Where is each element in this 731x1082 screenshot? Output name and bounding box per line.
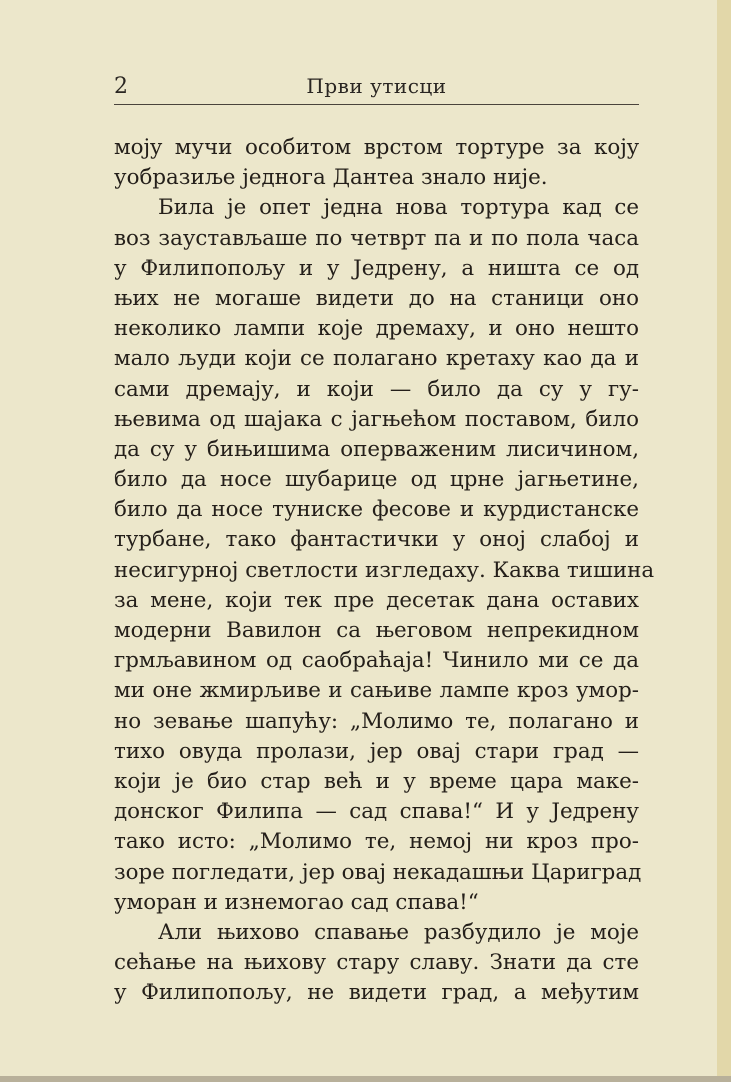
text-line: сећање на њихову стару славу. Знати да сте [114, 950, 639, 976]
text-line: мојy мучи особитом врстом тортуре за којy [114, 135, 639, 160]
text-line: сами дремају, и који — било да су у гу- [114, 376, 639, 402]
text-line: турбане, тако фантастички у оној слабој и [114, 527, 639, 553]
text-line: но зевање шапућу: „Молимо те, полагано и [114, 708, 639, 734]
text-line: њевима од шајака с јагњећом поставом, било [114, 406, 639, 432]
text-line: Била је опет једна нова тортура кад се [158, 195, 639, 221]
text-line: грмљавином од саобраћаја! Чинило ми се да [114, 648, 639, 674]
header-rule [114, 104, 639, 105]
text-line: неколико лампи које дремаху, и оно нешто [114, 316, 639, 342]
text-line: мало људи који се полагано кретаху као да и [114, 346, 639, 372]
text-line: да су у бињишима оперваженим лисичином, [114, 436, 639, 462]
page-number: 2 [114, 74, 128, 99]
text-line: донског Филипа — сад спава!“ И у Једрену [114, 799, 639, 825]
text-line: уобразиље једнога Дантеа знало није. [114, 165, 548, 191]
running-head [114, 72, 639, 102]
text-line: тако исто: „Молимо те, немој ни кроз про- [114, 829, 639, 855]
text-line: било да носе шубарице од црне јагњетине, [114, 467, 639, 493]
text-line: који је био стар већ и у време цара маке- [114, 768, 639, 794]
text-line: тихо овуда пролази, јер овај стари град — [114, 738, 639, 764]
text-line: уморан и изнемогао сад спава!“ [114, 889, 479, 915]
text-line: за мене, који тек пре десетак дана оставих [114, 587, 639, 613]
body-text [114, 133, 655, 1008]
text-line: Али њихово спавање разбудило је моје [158, 919, 639, 945]
text-line: њих не могаше видети до на станици оно [114, 285, 639, 311]
text-line: воз заустављаше по четврт па и по пола часа [114, 225, 639, 251]
text-line: било да носе туниске фесове и курдистанске [114, 497, 639, 523]
page-bottom-edge [0, 1076, 731, 1082]
text-line: ми оне жмирљиве и сањиве лампе кроз умор- [114, 678, 639, 704]
running-title: Први утисци [306, 74, 447, 98]
page-edge [717, 0, 731, 1082]
text-line: у Филипопољу и у Једрену, а ништа се од [114, 255, 639, 281]
text-line: несигурној светлости изгледаху. Каква тишина [114, 557, 655, 583]
text-line: зоре погледати, јер овај некадашњи Цариград [114, 859, 642, 885]
text-line: у Филипопољу, не видети град, а међутим [114, 980, 639, 1006]
text-line: модерни Вавилон са његовом непрекидном [114, 618, 639, 643]
